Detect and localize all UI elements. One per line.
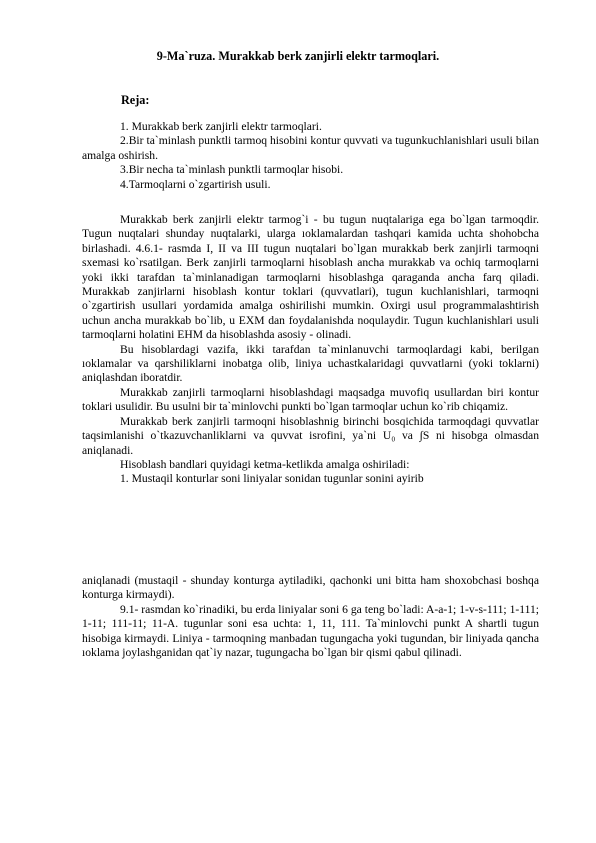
main-text	[82, 213, 539, 487]
paragraph: Hisoblash bandlari quyidagi ketma-ketlikda amalga oshiriladi:	[120, 457, 410, 471]
plan-heading: Reja:	[121, 93, 150, 107]
paragraph: Murakkab berk zanjirli elektr tarmog`i - bu tugun nuqtalariga ega bo`lgan tarmoqdir. Tugun nuqtalari shunday nuqtalarki, ularga ıoklamalardan tashqari kamida uchta shohobcha birlashadi. 4.6.1- rasmda I, II va III tugun nuqtalari bo`lgan murakkab berk zanjirli tarmoqni sxemasi ko`rsatilgan. Berk zanjirli tarmoqlarni hisoblash ancha murakkab va ochiq tarmoqlarni yoki ikki tarafdan ta`minlanadigan tarmoqlarni hisoblashga qaraganda ancha farq qiladi. Murakkab zanjirlarni hisoblash kontur toklari (quvvatlari), tugun kuchlanishlari, tarmoqni o`zgartirish usullari yordamida amalga oshirilishi mumkin. Oxirgi usul programmalashtirish uchun ancha murakkab bo`lib, u EXM dan foydalanishda noqulaydir. Tugun kuchlanishlari usuli tarmoqlarni holatini EHM da hisoblashda asosiy - olinadi.	[82, 213, 539, 342]
paragraph: Murakkab zanjirli tarmoqlarni hisoblashdagi maqsadga muvofiq usullardan biri kontur toklari usulidir. Bu usulni bir ta`minlovchi punkti bo`lgan tarmoqlar uchun ko`rib chiqamiz.	[82, 385, 539, 414]
page-title: 9-Ma`ruza. Murakkab berk zanjirli elektr tarmoqlari.	[156, 49, 440, 63]
plan-item: 2.Bir ta`minlash punktli tarmoq hisobini kontur quvvati va tugunkuchlanishlari usuli bilan amalga oshirish.	[82, 134, 539, 162]
plan-item: 4.Tarmoqlarni o`zgartirish usuli.	[120, 177, 271, 191]
plan-item: 1. Murakkab berk zanjirli elektr tarmoqlari.	[120, 120, 322, 133]
paragraph: 1. Mustaqil konturlar soni liniyalar sonidan tugunlar sonini ayirib	[120, 472, 424, 486]
paragraph: 9.1- rasmdan ko`rinadiki, bu erda liniyalar soni 6 ga teng bo`ladi: A-a-1; 1-v-s-111; 1-111; 1-11; 111-11; 11-A. tugunlar soni esa uchta: 1, 11, 111. Ta`minlovchi punkt A shartli tugun hisobiga kirmaydi. Liniya - tarmoqning manbadan tugungacha yoki tugundan, bir liniyada qancha ıoklama joylashganidan qat`iy nazar, tugungacha bo`lgan bir qismi qabul qilinadi.	[82, 602, 539, 660]
paragraph: aniqlanadi (mustaqil - shunday konturga aytiladiki, qachonki uni bitta ham shoxobchasi boshqa konturga kirmaydi).	[82, 574, 539, 602]
plan-item: 3.Bir necha ta`minlash punktli tarmoqlar hisobi.	[120, 163, 344, 177]
paragraph: Murakkab berk zanjirli tarmoqni hisoblashnig birinchi bosqichida tarmoqdagi quvvatlar taqsimlanishi o`tkazuvchanliklarni va quvvat isrofini, ya`ni U₀ va ∫S ni hisobga olmasdan aniqlanadi.	[82, 414, 539, 457]
paragraph: Bu hisoblardagi vazifa, ikki tarafdan ta`minlanuvchi tarmoqlardagi kabi, berilgan ıoklamalar va qarshiliklarni inobatga olib, liniya uchastkalaridagi quvvatlarni (yoki toklarni) aniqlashdan iboratdir.	[82, 342, 539, 385]
main-text-continued	[82, 574, 539, 660]
plan-list	[82, 120, 539, 192]
